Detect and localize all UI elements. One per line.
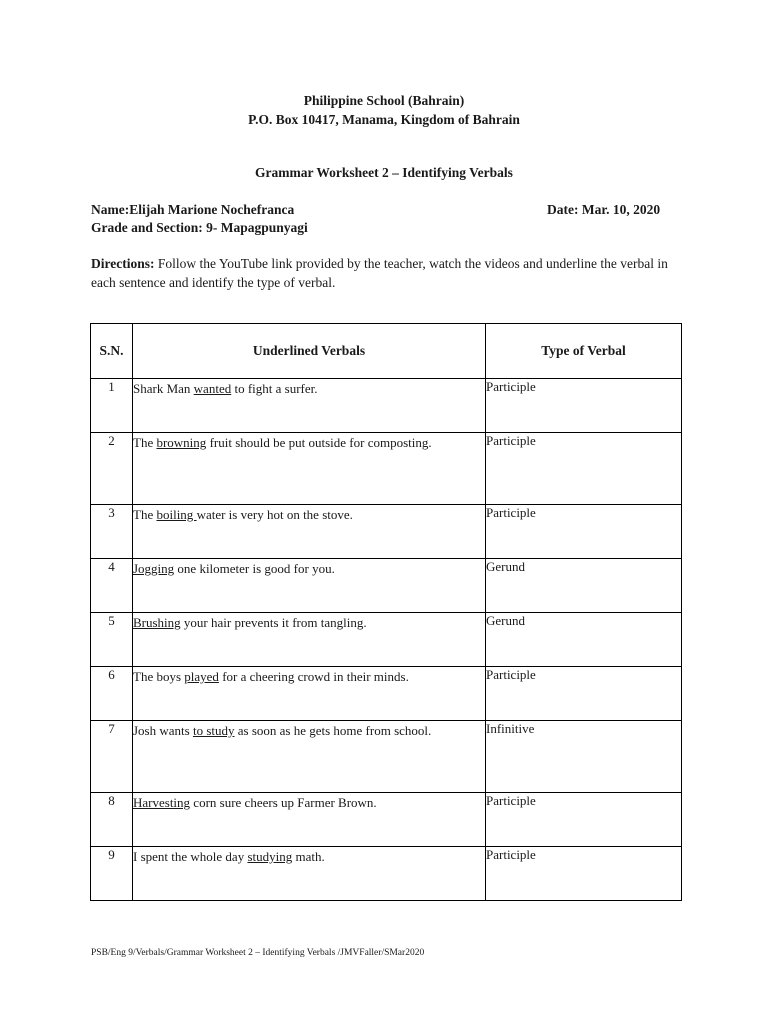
table-row — [91, 559, 682, 613]
sentence-before: Shark Man — [133, 381, 194, 396]
sentence — [133, 559, 486, 613]
row-number: 1 — [91, 379, 133, 433]
verbal-type: Participle — [486, 667, 682, 721]
underlined-verbal: Jogging — [133, 561, 175, 576]
sentence-after: as soon as he gets home from school. — [234, 723, 432, 738]
table-row — [91, 505, 682, 559]
directions — [91, 254, 681, 292]
underlined-verbal: boiling — [156, 507, 197, 522]
sentence-after: math. — [292, 849, 325, 864]
underlined-verbal: Brushing — [133, 615, 181, 630]
row-number: 6 — [91, 667, 133, 721]
table-row — [91, 793, 682, 847]
date-label: Date: — [547, 202, 579, 217]
verbals-table — [90, 323, 682, 901]
verbal-type: Participle — [486, 505, 682, 559]
sentence-before: Josh wants — [133, 723, 193, 738]
underlined-verbal: to study — [192, 723, 235, 738]
grade-value: 9- Mapagpunyagi — [206, 220, 308, 235]
underlined-verbal: browning — [156, 435, 207, 450]
row-number: 2 — [91, 433, 133, 505]
underlined-verbal: played — [184, 669, 219, 684]
worksheet-title: Grammar Worksheet 2 – Identifying Verbals — [255, 165, 513, 180]
sentence-after: corn sure cheers up Farmer Brown. — [190, 795, 377, 810]
sentence — [133, 613, 486, 667]
header-type-of-verbal: Type of Verbal — [486, 324, 682, 379]
sentence-before: The boys — [133, 669, 185, 684]
row-number: 5 — [91, 613, 133, 667]
sentence-after: for a cheering crowd in their minds. — [218, 669, 409, 684]
directions-label: Directions: — [91, 256, 155, 271]
table-row — [91, 721, 682, 793]
verbal-type: Gerund — [486, 559, 682, 613]
verbal-type: Participle — [486, 433, 682, 505]
sentence — [133, 667, 486, 721]
header-underlined-verbals: Underlined Verbals — [133, 324, 486, 379]
school-name: Philippine School (Bahrain) — [303, 93, 465, 108]
table-row — [91, 847, 682, 901]
table-row — [91, 379, 682, 433]
grade-label: Grade and Section: — [91, 220, 203, 235]
school-address: P.O. Box 10417, Manama, Kingdom of Bahrain — [248, 112, 520, 127]
row-number: 4 — [91, 559, 133, 613]
table-row — [91, 433, 682, 505]
row-number: 3 — [91, 505, 133, 559]
name-line — [91, 202, 294, 218]
directions-text: Follow the YouTube link provided by the teacher, watch the videos and underline the verbal in each sentence and identify the type of verbal. — [91, 256, 668, 290]
sentence — [133, 433, 486, 505]
sentence — [133, 793, 486, 847]
student-name: Elijah Marione Nochefranca — [129, 202, 295, 217]
sentence-after: fruit should be put outside for composting. — [206, 435, 432, 450]
grade-line — [91, 220, 308, 236]
sentence-after: your hair prevents it from tangling. — [180, 615, 367, 630]
row-number: 9 — [91, 847, 133, 901]
sentence — [133, 505, 486, 559]
sentence — [133, 721, 486, 793]
row-number: 8 — [91, 793, 133, 847]
date-line — [547, 202, 660, 218]
verbal-type: Participle — [486, 793, 682, 847]
date-value: Mar. 10, 2020 — [581, 202, 661, 217]
sentence — [133, 847, 486, 901]
header-sn: S.N. — [91, 324, 133, 379]
underlined-verbal: Harvesting — [133, 795, 191, 810]
sentence-before: I spent the whole day — [133, 849, 248, 864]
sentence-after: to fight a surfer. — [231, 381, 318, 396]
sentence — [133, 379, 486, 433]
sentence-before: The — [133, 435, 157, 450]
verbal-type: Participle — [486, 379, 682, 433]
underlined-verbal: wanted — [193, 381, 232, 396]
sentence-before: The — [133, 507, 157, 522]
underlined-verbal: studying — [247, 849, 293, 864]
verbal-type: Gerund — [486, 613, 682, 667]
verbal-type: Participle — [486, 847, 682, 901]
table-row — [91, 613, 682, 667]
verbal-type: Infinitive — [486, 721, 682, 793]
row-number: 7 — [91, 721, 133, 793]
sentence-after: one kilometer is good for you. — [174, 561, 335, 576]
page-footer: PSB/Eng 9/Verbals/Grammar Worksheet 2 – Identifying Verbals /JMVFaller/SMar2020 — [91, 948, 425, 958]
name-label: Name: — [91, 202, 130, 217]
table-header-row — [91, 324, 682, 379]
table-row — [91, 667, 682, 721]
sentence-after: water is very hot on the stove. — [196, 507, 353, 522]
